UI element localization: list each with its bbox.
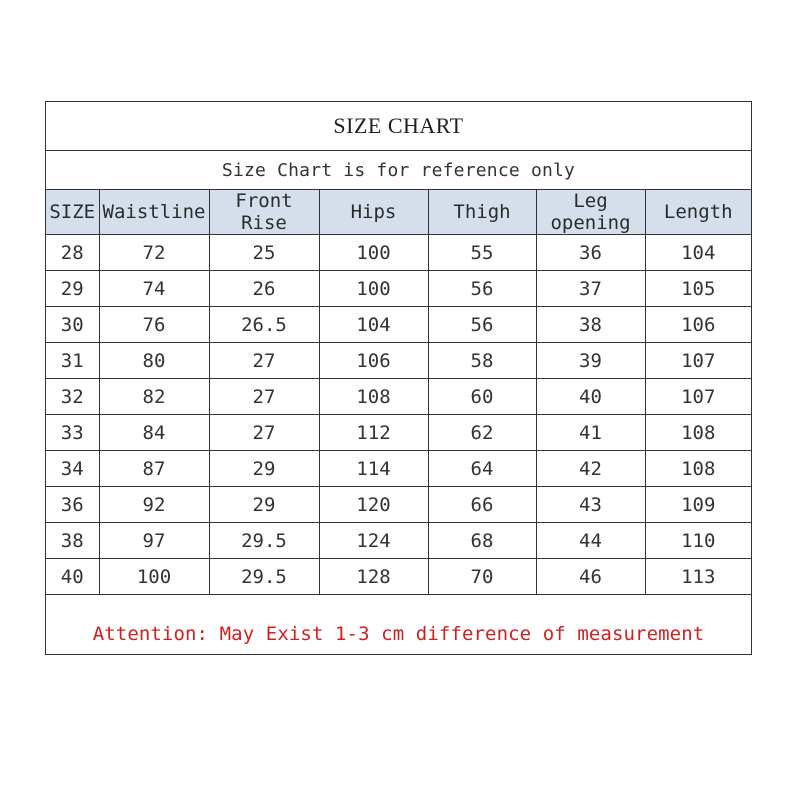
table-cell: 40: [46, 559, 99, 595]
table-cell: 30: [46, 307, 99, 343]
table-cell: 29: [209, 451, 319, 487]
table-cell: 108: [319, 379, 428, 415]
table-cell: 76: [99, 307, 209, 343]
table-cell: 26: [209, 271, 319, 307]
table-cell: 60: [428, 379, 536, 415]
table-cell: 109: [645, 487, 751, 523]
table-cell: 113: [645, 559, 751, 595]
table-cell: 46: [536, 559, 645, 595]
table-cell: 104: [645, 235, 751, 271]
table-cell: 84: [99, 415, 209, 451]
table-cell: 110: [645, 523, 751, 559]
table-cell: 62: [428, 415, 536, 451]
table-cell: 104: [319, 307, 428, 343]
table-cell: 108: [645, 451, 751, 487]
table-row: [46, 487, 751, 523]
table-cell: 44: [536, 523, 645, 559]
table-cell: 128: [319, 559, 428, 595]
table-cell: 40: [536, 379, 645, 415]
table-row: [46, 523, 751, 559]
table-cell: 27: [209, 343, 319, 379]
table-cell: 41: [536, 415, 645, 451]
table-cell: 108: [645, 415, 751, 451]
size-chart: [45, 101, 752, 655]
table-cell: 39: [536, 343, 645, 379]
table-cell: 29: [209, 487, 319, 523]
attention-note: Attention: May Exist 1-3 cm difference of measurement: [92, 622, 705, 645]
table-row: [46, 379, 751, 415]
table-cell: 31: [46, 343, 99, 379]
table-cell: 26.5: [209, 307, 319, 343]
table-cell: 25: [209, 235, 319, 271]
table-cell: 38: [46, 523, 99, 559]
table-cell: 70: [428, 559, 536, 595]
table-cell: 32: [46, 379, 99, 415]
table-cell: 105: [645, 271, 751, 307]
table-cell: 66: [428, 487, 536, 523]
table-cell: 112: [319, 415, 428, 451]
table-row: [46, 271, 751, 307]
table-row: [46, 559, 751, 595]
column-header: Front Rise: [209, 190, 319, 235]
table-cell: 87: [99, 451, 209, 487]
table-cell: 58: [428, 343, 536, 379]
column-header: SIZE: [46, 190, 99, 235]
table-cell: 29.5: [209, 523, 319, 559]
size-table: [46, 189, 751, 595]
table-cell: 38: [536, 307, 645, 343]
column-header: Hips: [319, 190, 428, 235]
table-cell: 64: [428, 451, 536, 487]
table-row: [46, 415, 751, 451]
table-row: [46, 307, 751, 343]
chart-title: SIZE CHART: [46, 102, 751, 151]
column-header: Waistline: [99, 190, 209, 235]
table-cell: 36: [536, 235, 645, 271]
table-cell: 28: [46, 235, 99, 271]
table-cell: 34: [46, 451, 99, 487]
table-cell: 68: [428, 523, 536, 559]
table-cell: 106: [319, 343, 428, 379]
table-body: [46, 235, 751, 595]
table-cell: 27: [209, 379, 319, 415]
table-cell: 100: [99, 559, 209, 595]
table-cell: 36: [46, 487, 99, 523]
table-cell: 92: [99, 487, 209, 523]
table-cell: 29: [46, 271, 99, 307]
table-cell: 124: [319, 523, 428, 559]
table-cell: 56: [428, 271, 536, 307]
table-cell: 107: [645, 343, 751, 379]
table-header-row: [46, 190, 751, 235]
table-row: [46, 451, 751, 487]
table-cell: 114: [319, 451, 428, 487]
table-cell: 33: [46, 415, 99, 451]
table-cell: 29.5: [209, 559, 319, 595]
column-header: Leg opening: [536, 190, 645, 235]
table-cell: 55: [428, 235, 536, 271]
table-cell: 56: [428, 307, 536, 343]
table-cell: 97: [99, 523, 209, 559]
chart-subtitle: Size Chart is for reference only: [221, 159, 576, 181]
column-header: Thigh: [428, 190, 536, 235]
table-cell: 37: [536, 271, 645, 307]
table-cell: 42: [536, 451, 645, 487]
table-cell: 100: [319, 271, 428, 307]
table-cell: 100: [319, 235, 428, 271]
table-cell: 107: [645, 379, 751, 415]
table-cell: 80: [99, 343, 209, 379]
table-row: [46, 343, 751, 379]
table-cell: 43: [536, 487, 645, 523]
column-header: Length: [645, 190, 751, 235]
table-cell: 74: [99, 271, 209, 307]
table-cell: 120: [319, 487, 428, 523]
table-cell: 106: [645, 307, 751, 343]
table-cell: 27: [209, 415, 319, 451]
table-row: [46, 235, 751, 271]
table-cell: 82: [99, 379, 209, 415]
table-cell: 72: [99, 235, 209, 271]
